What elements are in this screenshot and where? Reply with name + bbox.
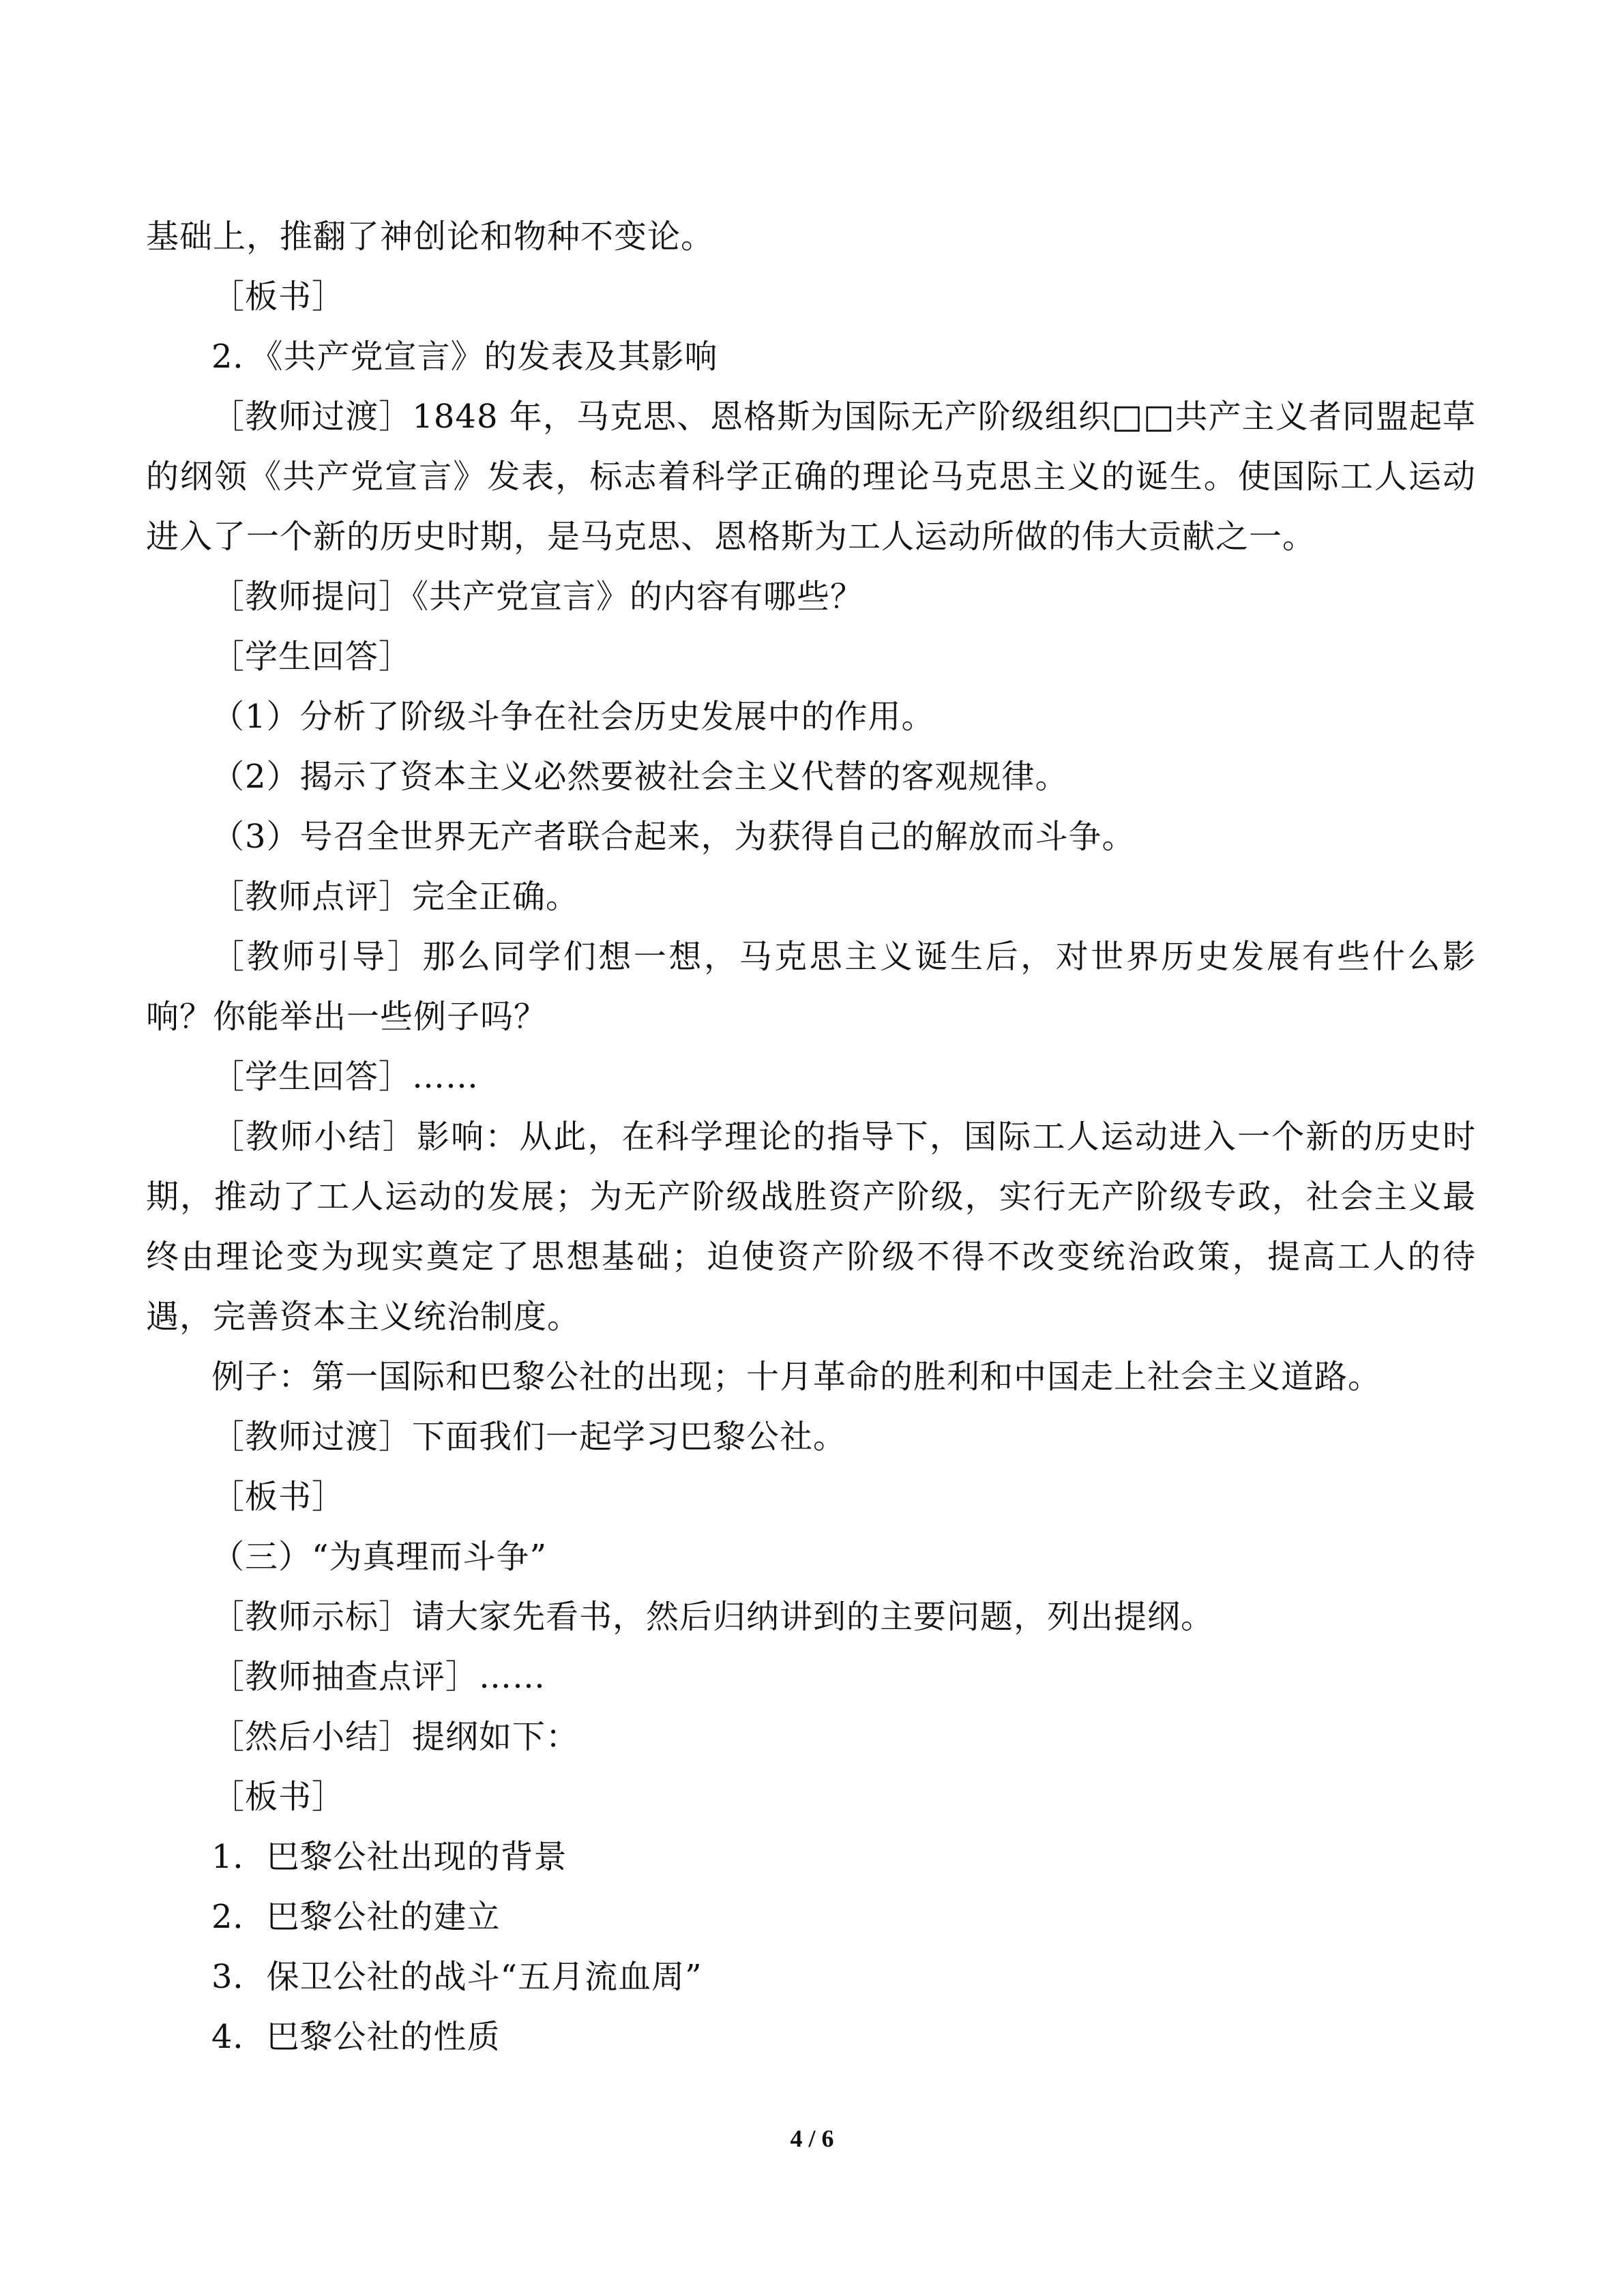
document-body — [146, 207, 1476, 2067]
outline-item-1: 1．巴黎公社出现的背景 — [211, 1838, 567, 1876]
examples: 例子：第一国际和巴黎公社的出现；十月革命的胜利和中国走上社会主义道路。 — [211, 1358, 1382, 1396]
student-answer: ［学生回答］…… — [211, 1058, 479, 1096]
outline-item-4: 4．巴黎公社的性质 — [211, 2018, 501, 2056]
outline-item-3: 3．保卫公社的战斗“五月流血周” — [211, 1958, 703, 1996]
teacher-guidance: ［教师引导］那么同学们想一想，马克思主义诞生后，对世界历史发展有些什么影响？你能举出一些例子吗？ — [146, 938, 1476, 1036]
teacher-question: ［教师提问］《共产党宣言》的内容有哪些？ — [211, 578, 864, 616]
paragraph-continuation: 基础上，推翻了神创论和物种不变论。 — [146, 218, 715, 256]
answer-point-3: （3）号召全世界无产者联合起来，为获得自己的解放而斗争。 — [211, 818, 1136, 856]
page-number: 4 / 6 — [790, 2125, 834, 2152]
board-note: ［板书］ — [211, 278, 346, 316]
teacher-transition: ［教师过渡］1848 年，马克思、恩格斯为国际无产阶级组织□□共产主义者同盟起草的纲领《共产党宣言》发表，标志着科学正确的理论马克思主义的诞生。使国际工人运动进入了一个新的历史时期，是马克思、恩格斯为工人运动所做的伟大贡献之一。 — [146, 398, 1476, 556]
teacher-instruction: ［教师示标］请大家先看书，然后归纳讲到的主要问题，列出提纲。 — [211, 1598, 1215, 1636]
outline-item-2: 2．巴黎公社的建立 — [211, 1898, 501, 1936]
section-heading: 2．《共产党宣言》的发表及其影响 — [211, 338, 718, 376]
teacher-transition: ［教师过渡］下面我们一起学习巴黎公社。 — [211, 1418, 847, 1456]
teacher-summary: ［教师小结］影响：从此，在科学理论的指导下，国际工人运动进入一个新的历史时期，推动了工人运动的发展；为无产阶级战胜资产阶级，实行无产阶级专政，社会主义最终由理论变为现实奠定了思想基础；迫使资产阶级不得不改变统治政策，提高工人的待遇，完善资本主义统治制度。 — [146, 1118, 1476, 1336]
answer-point-2: （2）揭示了资本主义必然要被社会主义代替的客观规律。 — [211, 758, 1069, 796]
board-note: ［板书］ — [211, 1778, 346, 1816]
teacher-comment: ［教师点评］完全正确。 — [211, 878, 580, 916]
student-answer: ［学生回答］ — [211, 638, 413, 676]
summary-intro: ［然后小结］提纲如下： — [211, 1718, 580, 1756]
answer-point-1: （1）分析了阶级斗争在社会历史发展中的作用。 — [211, 698, 935, 736]
section-heading: （三）“为真理而斗争” — [211, 1538, 548, 1576]
teacher-spot-check: ［教师抽查点评］…… — [211, 1658, 546, 1696]
board-note: ［板书］ — [211, 1478, 346, 1516]
